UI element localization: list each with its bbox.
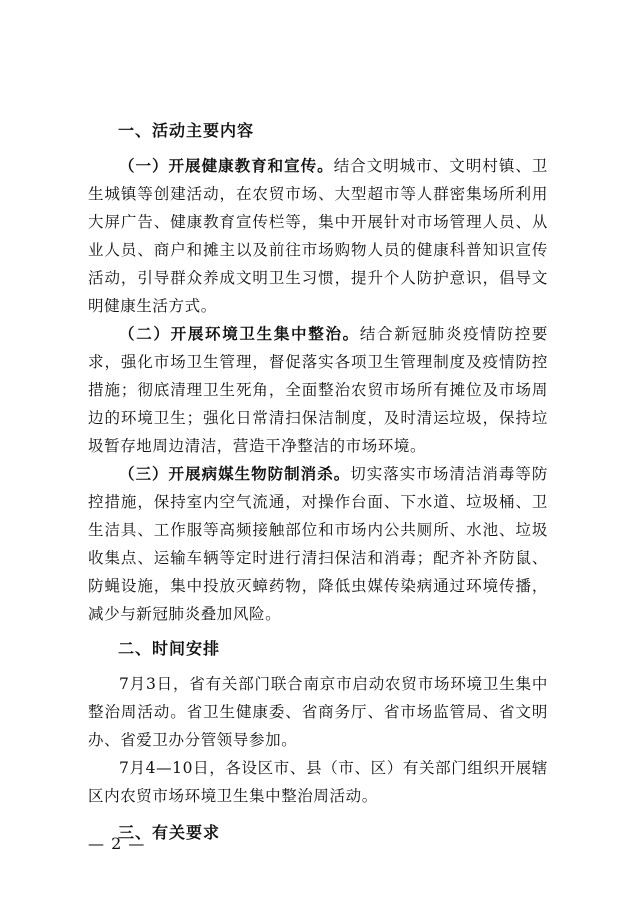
paragraph-lead: （三）开展病媒生物防制消杀。 [119, 465, 351, 483]
paragraph-schedule-july-4-10: 7月4—10日，各设区市、县（市、区）有关部门组织开展辖区内农贸市场环境卫生集中整治周活动。 [88, 759, 548, 805]
page-number: — 2 — [88, 834, 146, 853]
paragraph-text: 结合文明城市、文明村镇、卫生城镇等创建活动，在农贸市场、大型超市等人群密集场所利用大屏广告、健康教育宣传栏等，集中开展针对市场管理人员、从业人员、商户和摊主以及前往市场购物人员的健康科普知识宣传活动，引导群众养成文明卫生习惯，提升个人防护意识，倡导文明健康生活方式。 [88, 157, 548, 315]
paragraph-environment-sanitation [88, 320, 548, 460]
paragraph-schedule-july-3: 7月3日，省有关部门联合南京市启动农贸市场环境卫生集中整治周活动。省卫生健康委、省商务厅、省市场监管局、省文明办、省爱卫办分管领导参加。 [88, 675, 548, 749]
paragraph-lead: （二）开展环境卫生集中整治。 [119, 325, 360, 343]
section-heading-schedule: 二、时间安排 [118, 639, 221, 658]
paragraph-vector-control [88, 460, 548, 628]
document-body [88, 112, 548, 848]
paragraph-text: 结合新冠肺炎疫情防控要求，强化市场卫生管理，督促落实各项卫生管理制度及疫情防控措施；彻底清理卫生死角，全面整治农贸市场所有摊位及市场周边的环境卫生；强化日常清扫保洁制度，及时清运垃圾，保持垃圾暂存地周边清洁，营造干净整洁的市场环境。 [88, 325, 548, 455]
paragraph-text: 切实落实市场清洁消毒等防控措施，保持室内空气流通，对操作台面、下水道、垃圾桶、卫生洁具、工作服等高频接触部位和市场内公共厕所、水池、垃圾收集点、运输车辆等定时进行清扫保洁和消毒；配齐补齐防鼠、防蝇设施，集中投放灭蟑药物，降低虫媒传染病通过环境传播，减少与新冠肺炎叠加风险。 [88, 465, 549, 623]
paragraph-lead: （一）开展健康教育和宣传。 [119, 157, 334, 175]
paragraph-health-education [88, 152, 548, 320]
section-heading-activity-content: 一、活动主要内容 [118, 121, 255, 140]
section-heading-requirements: 三、有关要求 [118, 823, 221, 842]
